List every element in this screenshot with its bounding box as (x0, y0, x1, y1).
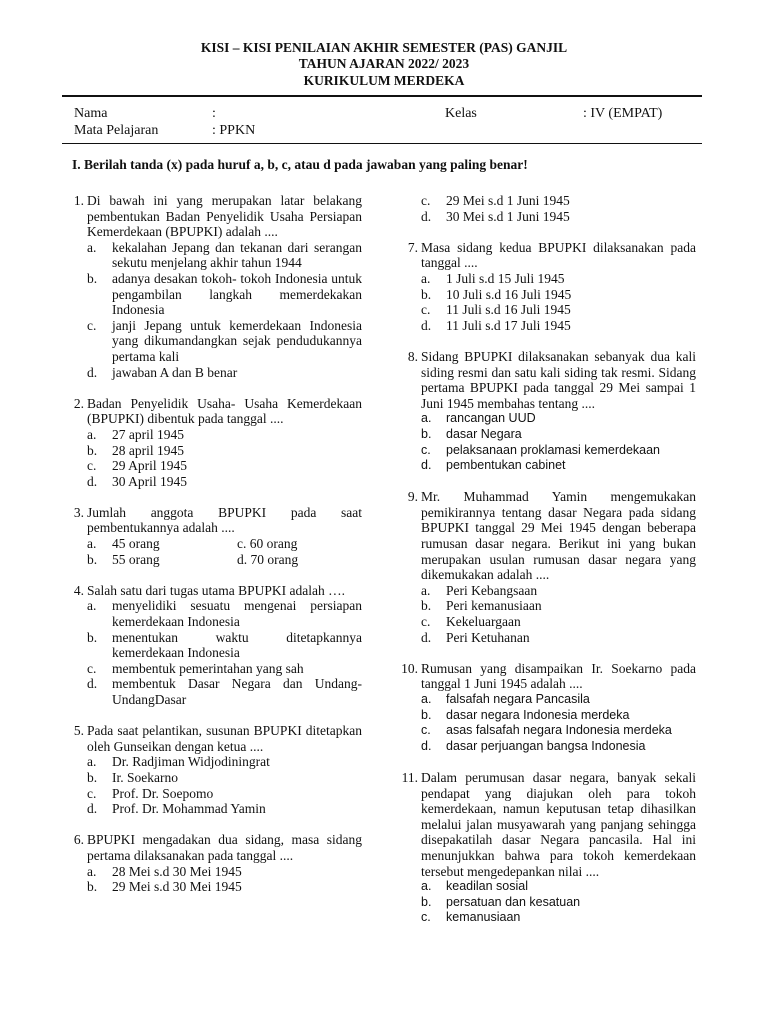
option-text: 27 april 1945 (112, 426, 184, 442)
option-label: a. (87, 863, 97, 879)
question-number: 7. (407, 239, 418, 255)
option (87, 864, 362, 880)
option (87, 365, 362, 381)
doc-subtitle-curriculum: KURIKULUM MERDEKA (303, 73, 465, 88)
option-text: membentuk pemerintahan yang sah (112, 660, 304, 676)
option-label: a. (87, 536, 97, 552)
question (396, 770, 696, 926)
option-text: janji Jepang untuk kemerdekaan Indonesia yang dikumandangkan sejak pendudukannya pertama kali (112, 317, 362, 364)
option-label: c. (87, 785, 97, 801)
question-number: 4. (73, 582, 84, 598)
option-text: 30 Mei s.d 1 Juni 1945 (446, 208, 570, 224)
option-label: a. (421, 692, 432, 706)
option-text: 11 Juli s.d 17 Juli 1945 (446, 317, 571, 333)
option-text: jawaban A dan B benar (112, 364, 238, 380)
option (421, 271, 696, 287)
option (87, 801, 362, 817)
option-label: c. (87, 317, 97, 333)
option (421, 879, 696, 895)
option (237, 536, 362, 552)
question-text: Badan Penyelidik Usaha- Usaha Kemerdekaan (BPUPKI) dibentuk pada tanggal .... (87, 395, 362, 427)
option-label: b. (87, 551, 98, 567)
question-number: 1. (73, 193, 84, 208)
option (421, 614, 696, 630)
option-label: a. (87, 239, 97, 255)
question (62, 832, 362, 894)
option-text: 29 April 1945 (112, 458, 188, 474)
option-text: Kekeluargaan (446, 614, 521, 630)
question-text: Salah satu dari tugas utama BPUPKI adalah …. (87, 582, 345, 598)
question (396, 349, 696, 474)
option-label: c. (421, 723, 431, 738)
option (87, 676, 362, 707)
question-text: Masa sidang kedua BPUPKI dilaksanakan pada tanggal .... (421, 239, 696, 271)
option (87, 458, 362, 474)
option (421, 598, 696, 614)
option-text: 28 Mei s.d 30 Mei 1945 (112, 863, 242, 879)
option-label: c. (421, 614, 431, 630)
option-text: asas falsafah negara Indonesia merdeka (446, 723, 672, 738)
option-label: d. (237, 551, 248, 567)
question (62, 193, 362, 380)
left-column (62, 193, 362, 910)
option-label: b. (421, 894, 432, 909)
right-column (396, 193, 696, 942)
option-label: d. (421, 208, 432, 224)
option-label: a. (421, 411, 432, 426)
option (87, 536, 237, 552)
option (421, 708, 696, 724)
option-text: pembentukan cabinet (446, 458, 566, 473)
option-label: b. (421, 707, 432, 722)
option-text: dasar negara Indonesia merdeka (446, 707, 630, 722)
option (87, 770, 362, 786)
option-text: membentuk Dasar Negara dan Undang-UndangDasar (112, 676, 362, 707)
option-label: a. (421, 879, 432, 894)
question-text: BPUPKI mengadakan dua sidang, masa sidang pertama dilaksanakan pada tanggal .... (87, 832, 362, 863)
question-text: Mr. Muhammad Yamin mengemukakan pemikirannya tentang dasar Negara pada sidang BPUPKI tanggal 29 Mei 1945 dengan beberapa rumusan dasar negara. Berikut ini yang bukan merupakan usulan rumusan dasar negara yang dikemukakan adalah .... (421, 489, 696, 583)
option (87, 271, 362, 318)
question-number: 10. (401, 660, 418, 676)
option-label: a. (87, 598, 97, 614)
option-text: persatuan dan kesatuan (446, 894, 581, 909)
question-text: Sidang BPUPKI dilaksanakan sebanyak dua kali siding resmi dan satu kali siding tak resmi. Sidang pertama BPUPKI pada tanggal 29 Mei sampai 1 Juni 1945 membahas tentang .... (421, 348, 696, 411)
option (421, 692, 696, 708)
option-text: keadilan sosial (446, 879, 528, 894)
option (421, 910, 696, 926)
option (87, 318, 362, 365)
doc-title: KISI – KISI PENILAIAN AKHIR SEMESTER (PAS) GANJIL (200, 40, 568, 55)
question (396, 661, 696, 755)
option-text: 29 Mei s.d 1 Juni 1945 (446, 193, 570, 208)
option-text: adanya desakan tokoh- tokoh Indonesia untuk pengambilan langkah memerdekakan Indonesia (112, 270, 362, 318)
option-label: a. (421, 582, 431, 598)
option (87, 598, 362, 629)
header-bottom-rule (62, 143, 702, 144)
mapel-label: Mata Pelajaran (74, 123, 159, 138)
option-label: b. (87, 879, 98, 895)
section-instruction: I. Berilah tanda (x) pada huruf a, b, c, atau d pada jawaban yang paling benar! (72, 157, 528, 172)
question-number: 3. (73, 504, 84, 520)
option-label: b. (87, 769, 98, 785)
option-text: 45 orang (112, 536, 160, 552)
option (87, 240, 362, 271)
option-label: c. (237, 536, 247, 552)
nama-value: : (212, 106, 216, 121)
option (421, 723, 696, 739)
question-number: 9. (407, 489, 418, 505)
option-text: Dr. Radjiman Widjodiningrat (112, 754, 270, 770)
option (421, 583, 696, 599)
option-label: a. (87, 426, 97, 442)
option-label: b. (87, 270, 98, 286)
option-label: d. (87, 676, 98, 692)
option-text: 30 April 1945 (112, 473, 188, 489)
kelas-value: : IV (EMPAT) (583, 106, 663, 121)
option-label: d. (87, 473, 98, 489)
option (421, 895, 696, 911)
option-label: a. (421, 270, 431, 286)
question-number: 11. (401, 769, 418, 785)
option-text: menentukan waktu ditetapkannya kemerdekaan Indonesia (112, 629, 362, 661)
option-label: c. (421, 302, 431, 318)
option-text: Peri Kebangsaan (446, 582, 538, 598)
option (87, 443, 362, 459)
option-label: d. (421, 317, 432, 333)
question-number: 6. (73, 832, 84, 848)
doc-subtitle-year: TAHUN AJARAN 2022/ 2023 (298, 56, 470, 71)
option-text: 10 Juli s.d 16 Juli 1945 (446, 286, 572, 302)
option-text: Ir. Soekarno (112, 769, 178, 785)
option (87, 474, 362, 490)
option (87, 427, 362, 443)
option-label: b. (421, 426, 432, 441)
option (421, 411, 696, 427)
option-text: 29 Mei s.d 30 Mei 1945 (112, 879, 242, 895)
option-text: 60 orang (249, 536, 298, 552)
option (421, 318, 696, 334)
option (421, 427, 696, 443)
option-label: d. (421, 738, 432, 753)
option (421, 739, 696, 755)
option-text: rancangan UUD (446, 411, 536, 426)
question (62, 723, 362, 817)
option-label: d. (87, 364, 98, 380)
option-text: dasar Negara (446, 426, 522, 441)
option-text: Prof. Dr. Soepomo (112, 785, 214, 801)
option (87, 552, 237, 568)
option-text: falsafah negara Pancasila (446, 692, 590, 706)
question-continuation (396, 193, 696, 224)
option (237, 552, 362, 568)
option-text: dasar perjuangan bangsa Indonesia (446, 738, 646, 753)
option (421, 630, 696, 646)
question (62, 505, 362, 567)
option-text: kekalahan Jepang dan tekanan dari serangan sekutu menjelang akhir tahun 1944 (112, 239, 362, 271)
option-label: c. (421, 910, 431, 925)
question-number: 5. (73, 723, 84, 739)
option (421, 458, 696, 474)
option (87, 754, 362, 770)
option-text: 11 Juli s.d 16 Juli 1945 (446, 302, 571, 318)
option-text: kemanusiaan (446, 910, 521, 925)
option (87, 630, 362, 661)
question (62, 583, 362, 708)
option (421, 287, 696, 303)
option-label: b. (87, 629, 98, 645)
option-label: c. (87, 458, 97, 474)
option (87, 879, 362, 895)
nama-label: Nama (74, 106, 108, 121)
option-text: pelaksanaan proklamasi kemerdekaan (446, 442, 661, 457)
question-number: 2. (73, 395, 84, 411)
option-label: b. (421, 598, 432, 614)
option-text: Peri Ketuhanan (446, 629, 530, 645)
option-label: d. (421, 458, 432, 473)
option-text: menyelidiki sesuatu mengenai persiapan kemerdekaan Indonesia (112, 598, 362, 630)
option-text: 28 april 1945 (112, 442, 184, 458)
option-label: b. (421, 286, 432, 302)
mapel-value: : PPKN (212, 123, 256, 138)
option-label: c. (87, 660, 97, 676)
option (421, 209, 696, 225)
question (396, 489, 696, 645)
option-label: d. (421, 629, 432, 645)
kelas-label: Kelas (445, 106, 477, 121)
option (87, 661, 362, 677)
option-text: Prof. Dr. Mohammad Yamin (112, 801, 266, 817)
header-top-rule (62, 95, 702, 97)
option-label: c. (421, 442, 431, 457)
question-text: Jumlah anggota BPUPKI pada saat pembentukannya adalah .... (87, 504, 362, 536)
option (421, 443, 696, 459)
option (421, 193, 696, 209)
option-text: Peri kemanusiaan (446, 598, 542, 614)
question-text: Dalam perumusan dasar negara, banyak sekali pendapat yang diajukan oleh para tokoh kemerdekaan, namun keputusan tetap dihasilkan melalui jalan musyawarah yang panjang sehingga disepakatilah dasar Negara pancasila. Hal ini menunjukkan bahwa para tokoh kemerdekaan tersebut mengedepankan nilai .... (421, 769, 696, 879)
question-text: Rumusan yang disampaikan Ir. Soekarno pada tanggal 1 Juni 1945 adalah .... (421, 660, 696, 692)
option-text: 55 orang (112, 551, 160, 567)
option (421, 302, 696, 318)
question (62, 396, 362, 490)
option-label: c. (421, 193, 431, 208)
option-label: a. (87, 754, 97, 770)
question-text: Di bawah ini yang merupakan latar belakang pembentukan Badan Penyelidik Usaha Persiapan Kemerdekaan (BPUPKI) adalah .... (87, 193, 362, 240)
option-label: d. (87, 801, 98, 817)
option-text: 1 Juli s.d 15 Juli 1945 (446, 270, 565, 286)
question (396, 240, 696, 334)
option-text: 70 orang (250, 551, 299, 567)
option-label: b. (87, 442, 98, 458)
question-number: 8. (407, 348, 418, 364)
question-text: Pada saat pelantikan, susunan BPUPKI ditetapkan oleh Gunseikan dengan ketua .... (87, 723, 362, 754)
option (87, 786, 362, 802)
